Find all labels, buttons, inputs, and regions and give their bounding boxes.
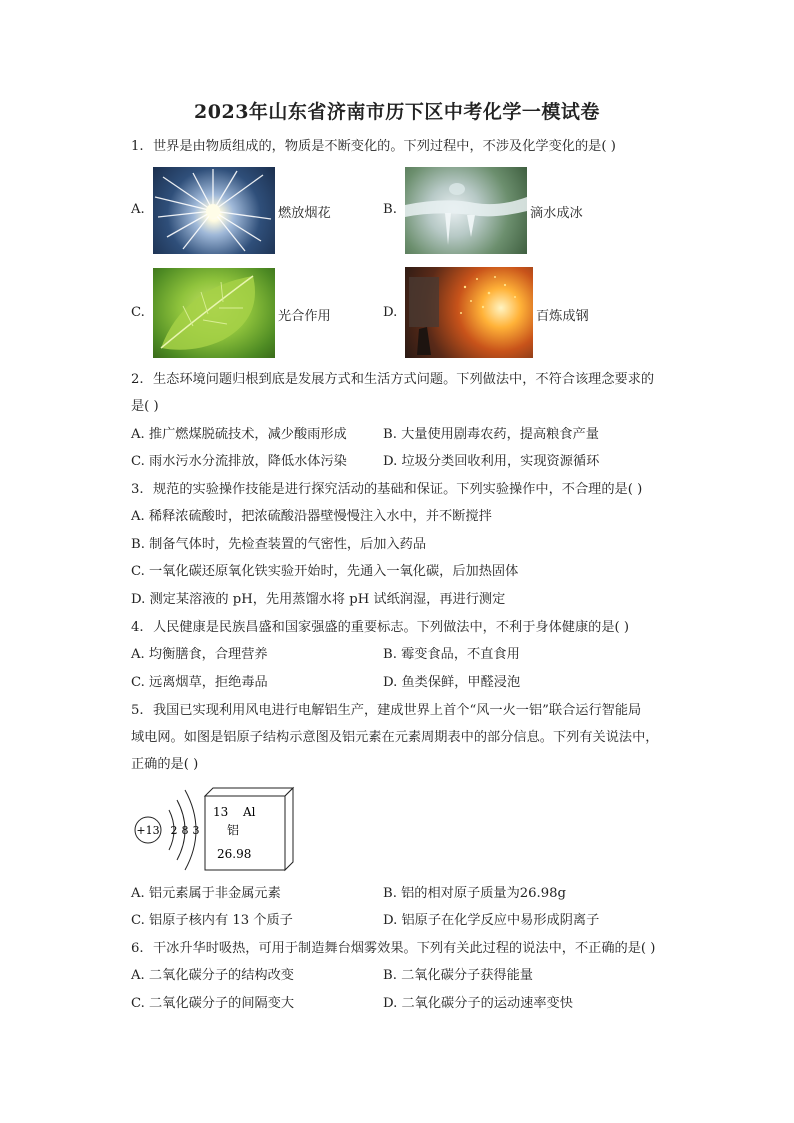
element-cell-top [205,788,293,796]
q6-option-c: C. 二氧化碳分子的间隔变大 [131,996,295,1011]
q5-option-a: A. 铝元素属于非金属元素 [131,886,281,901]
question-text: 规范的实验操作技能是进行探究活动的基础和保证。下列实验操作中，不合理的是( ) [153,482,643,497]
question-5-stem [131,702,641,720]
aluminum-atom-figure [131,782,296,872]
element-symbol: Al [243,805,256,819]
q4-option-a: A. 均衡膳食，合理营养 [131,647,268,662]
question-number: 5. [131,703,144,718]
sparkler-icon [153,167,275,254]
question-text: 我国已实现利用风电进行电解铝生产，建成世界上首个“风一火一铝”联合运行智能局 [153,703,642,718]
fireworks-photo [153,167,275,254]
element-name: 铝 [227,823,240,837]
shell-2-count: 8 [181,824,189,837]
page-title: 2023年山东省济南市历下区中考化学一模试卷 [194,101,600,123]
question-4-stem [131,619,629,637]
question-2-stem-cont: 是( ) [131,399,159,414]
q3-option-c: C. 一氧化碳还原氧化铁实验开始时，先通入一氧化碳，后加热固体 [131,564,519,579]
green-leaf-photo [153,268,275,358]
option-letter: B. [383,202,397,217]
element-cell-side [285,788,293,870]
option-caption: 滴水成冰 [530,206,583,221]
q2-option-b: B. 大量使用剧毒农药，提高粮食产量 [383,427,599,442]
icicle-photo [405,167,527,254]
option-letter: C. [131,305,145,320]
q6-option-a: A. 二氧化碳分子的结构改变 [131,968,294,983]
q4-option-d: D. 鱼类保鲜，甲醛浸泡 [383,675,521,690]
question-3-stem [131,481,642,499]
q6-option-d: D. 二氧化碳分子的运动速率变快 [383,996,573,1011]
nucleus-charge: +13 [136,824,160,837]
question-text: 生态环境问题归根到底是发展方式和生活方式问题。下列做法中，不符合该理念要求的 [153,372,655,387]
question-text: 人民健康是民族昌盛和国家强盛的重要标志。下列做法中，不利于身体健康的是( ) [153,620,630,635]
q5-option-d: D. 铝原子在化学反应中易形成阴离子 [383,913,600,928]
option-caption: 光合作用 [278,309,331,324]
question-number: 2. [131,372,144,387]
atomic-mass: 26.98 [217,847,252,861]
question-6-stem [131,940,655,958]
question-number: 6. [131,941,144,956]
q5-option-b: B. 铝的相对原子质量为26.98g [383,886,566,901]
q3-option-b: B. 制备气体时，先检查装置的气密性，后加入药品 [131,537,427,552]
option-caption: 百炼成钢 [536,309,589,324]
shell-1-count: 2 [170,824,178,837]
q2-option-d: D. 垃圾分类回收利用，实现资源循环 [383,454,600,469]
q4-option-c: C. 远离烟草，拒绝毒品 [131,675,268,690]
q2-option-a: A. 推广燃煤脱硫技术，减少酸雨形成 [131,427,347,442]
question-5-stem-cont: 域电网。如图是铝原子结构示意图及铝元素在元素周期表中的部分信息。下列有关说法中， [131,730,659,745]
question-text: 世界是由物质组成的，物质是不断变化的。下列过程中，不涉及化学变化的是( ) [153,139,616,154]
q4-option-b: B. 霉变食品，不直食用 [383,647,520,662]
forge-sparks-icon [405,267,533,358]
question-number: 1. [131,139,144,154]
q5-option-c: C. 铝原子核内有 13 个质子 [131,913,293,928]
question-5-stem-cont2: 正确的是( ) [131,757,199,772]
question-number: 4. [131,620,144,635]
leaf-icon [153,268,275,358]
shell-3-count: 3 [192,824,200,837]
atomic-number: 13 [213,805,229,819]
question-2-stem [131,371,654,389]
q2-option-c: C. 雨水污水分流排放，降低水体污染 [131,454,347,469]
q6-option-b: B. 二氧化碳分子获得能量 [383,968,533,983]
option-caption: 燃放烟花 [278,206,331,221]
option-letter: A. [131,202,145,217]
icicle-icon [405,167,527,254]
option-letter: D. [383,305,398,320]
question-number: 3. [131,482,144,497]
steel-forging-photo [405,267,533,358]
q3-option-a: A. 稀释浓硫酸时，把浓硫酸沿器壁慢慢注入水中，并不断搅拌 [131,509,492,524]
q3-option-d: D. 测定某溶液的 pH，先用蒸馏水将 pH 试纸润湿，再进行测定 [131,592,506,607]
question-text: 干冰升华时吸热，可用于制造舞台烟雾效果。下列有关此过程的说法中，不正确的是( ) [153,941,656,956]
question-1-stem [131,138,616,156]
